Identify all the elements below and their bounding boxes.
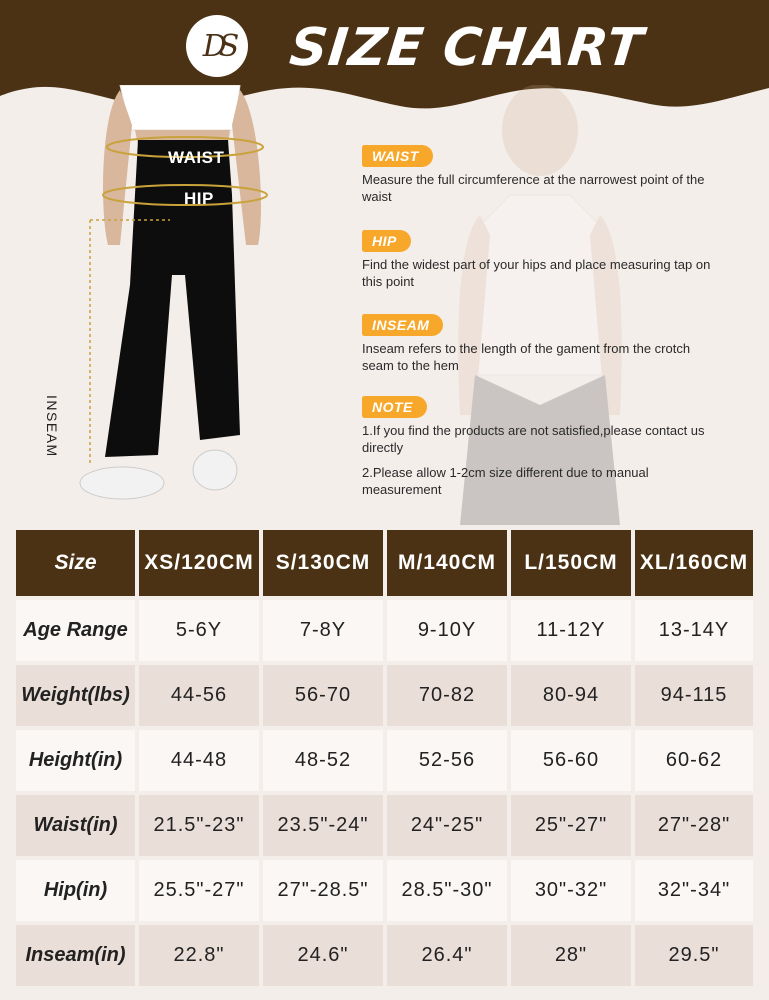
size-table — [16, 530, 753, 990]
note-line-2: 2.Please allow 1-2cm size different due to manual measurement — [362, 465, 649, 497]
hip-tag: HIP — [362, 230, 411, 252]
row-label: Age Range — [16, 600, 135, 661]
table-cell: 32"-34" — [635, 860, 753, 921]
row-label: Height(in) — [16, 730, 135, 791]
table-cell: 28" — [511, 925, 631, 986]
header-cell: S/130CM — [263, 530, 383, 596]
header-cell: M/140CM — [387, 530, 507, 596]
note-line-1: 1.If you find the products are not satisfied,please contact us directly — [362, 423, 705, 455]
table-cell: 94-115 — [635, 665, 753, 726]
waist-tag: WAIST — [362, 145, 433, 167]
row-label: Waist(in) — [16, 795, 135, 856]
inseam-description: Inseam refers to the length of the gament from the crotch seam to the hem — [362, 341, 691, 373]
table-row — [16, 600, 753, 661]
table-cell: 48-52 — [263, 730, 383, 791]
table-cell: 70-82 — [387, 665, 507, 726]
table-cell: 80-94 — [511, 665, 631, 726]
header-cell: Size — [16, 530, 135, 596]
table-cell: 25.5"-27" — [139, 860, 259, 921]
hip-description: Find the widest part of your hips and place measuring tap on this point — [362, 257, 711, 289]
table-cell: 60-62 — [635, 730, 753, 791]
note-tag: NOTE — [362, 396, 427, 418]
table-row — [16, 860, 753, 921]
waist-description: Measure the full circumference at the narrowest point of the waist — [362, 172, 705, 204]
table-cell: 29.5" — [635, 925, 753, 986]
table-cell: 56-70 — [263, 665, 383, 726]
table-cell: 30"-32" — [511, 860, 631, 921]
inseam-tag: INSEAM — [362, 314, 443, 336]
table-cell: 27"-28" — [635, 795, 753, 856]
note-guide — [362, 396, 722, 498]
table-cell: 28.5"-30" — [387, 860, 507, 921]
logo-lettering: DS — [202, 28, 232, 64]
hip-label: HIP — [184, 189, 214, 208]
table-cell: 24"-25" — [387, 795, 507, 856]
page-title: SIZE CHART — [286, 18, 647, 78]
table-cell: 24.6" — [263, 925, 383, 986]
table-row — [16, 730, 753, 791]
row-label: Hip(in) — [16, 860, 135, 921]
table-cell: 23.5"-24" — [263, 795, 383, 856]
row-label: Inseam(in) — [16, 925, 135, 986]
brand-logo — [186, 15, 248, 77]
row-label: Weight(lbs) — [16, 665, 135, 726]
table-cell: 9-10Y — [387, 600, 507, 661]
table-cell: 56-60 — [511, 730, 631, 791]
table-cell: 27"-28.5" — [263, 860, 383, 921]
table-cell: 21.5"-23" — [139, 795, 259, 856]
header-cell: XS/120CM — [139, 530, 259, 596]
hip-guide — [362, 230, 722, 290]
inseam-guide — [362, 314, 722, 374]
table-cell: 13-14Y — [635, 600, 753, 661]
table-header-row — [16, 530, 753, 596]
table-row — [16, 665, 753, 726]
table-cell: 26.4" — [387, 925, 507, 986]
table-cell: 52-56 — [387, 730, 507, 791]
table-cell: 25"-27" — [511, 795, 631, 856]
table-cell: 5-6Y — [139, 600, 259, 661]
table-cell: 44-48 — [139, 730, 259, 791]
inseam-label: INSEAM — [44, 395, 60, 458]
table-cell: 22.8" — [139, 925, 259, 986]
waist-guide — [362, 145, 722, 205]
waist-label: WAIST — [168, 148, 225, 167]
table-cell: 44-56 — [139, 665, 259, 726]
table-row — [16, 925, 753, 986]
table-row — [16, 795, 753, 856]
table-cell: 11-12Y — [511, 600, 631, 661]
header-cell: XL/160CM — [635, 530, 753, 596]
table-cell: 7-8Y — [263, 600, 383, 661]
header-cell: L/150CM — [511, 530, 631, 596]
